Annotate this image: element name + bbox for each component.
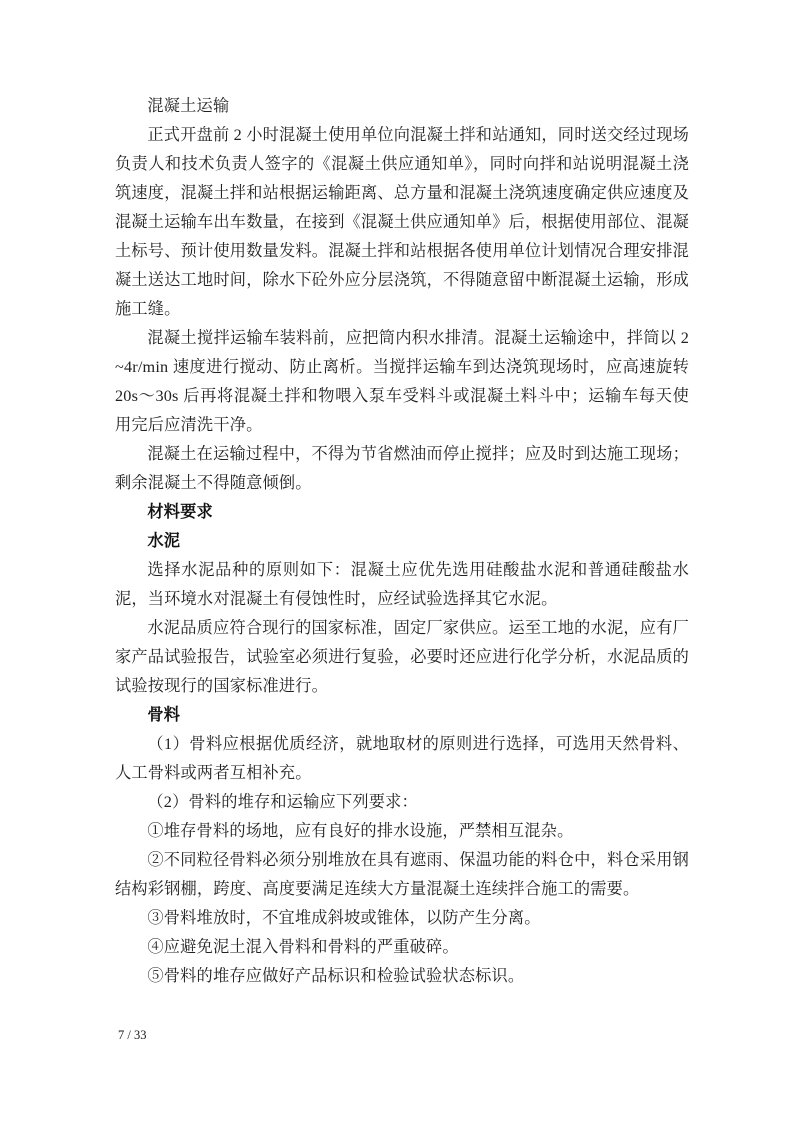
section-heading-materials: 材料要求 (147, 503, 213, 521)
paragraph-aggregate-2: （2）骨料的堆存和运输应下列要求： (147, 793, 418, 811)
paragraph-aggregate-1: （1）骨料应根据优质经济，就地取材的原则进行选择，可选用天然骨料、人工骨料或两者互相补充。 (115, 735, 689, 782)
paragraph-cement-quality: 水泥品质应符合现行的国家标准，固定厂家供应。运至工地的水泥，应有厂家产品试验报告，试验室必须进行复验，必要时还应进行化学分析，水泥品质的试验按现行的国家标准进行。 (115, 619, 689, 695)
doc-title: 混凝土运输 (147, 97, 230, 115)
paragraph-transport-rules: 混凝土在运输过程中，不得为节省燃油而停止搅拌；应及时到达施工现场；剩余混凝土不得随意倾倒。 (115, 445, 689, 492)
section-heading-aggregate: 骨料 (147, 706, 181, 724)
section-heading-cement: 水泥 (147, 532, 181, 550)
paragraph-supply-notice: 正式开盘前 2 小时混凝土使用单位向混凝土拌和站通知，同时送交经过现场负责人和技术负责人签字的《混凝土供应通知单》，同时向拌和站说明混凝土浇筑速度，混凝土拌和站根据运输距离、总方量和混凝土浇筑速度确定供应速度及混凝土运输车出车数量，在接到《混凝土供应通知单》后，根据使用部位、混凝土标号、预计使用数量发料。混凝土拌和站根据各使用单位计划情况合理安排混凝土送达工地时间，除水下砼外应分层浇筑，不得随意留中断混凝土运输，形成施工缝。 (115, 126, 689, 318)
list-item-circled-1: ①堆存骨料的场地，应有良好的排水设施，严禁相互混杂。 (147, 822, 574, 840)
list-item-circled-3: ③骨料堆放时，不宜堆成斜坡或锥体，以防产生分离。 (147, 909, 541, 927)
list-item-circled-2: ②不同粒径骨料必须分别堆放在具有遮雨、保温功能的料仓中，料仓采用钢结构彩钢棚，跨度、高度要满足连续大方量混凝土连续拌合施工的需要。 (115, 851, 689, 898)
list-item-circled-4: ④应避免泥土混入骨料和骨料的严重破碎。 (147, 938, 459, 956)
page-number: 7 / 33 (118, 1028, 147, 1042)
paragraph-cement-selection: 选择水泥品种的原则如下：混凝土应优先选用硅酸盐水泥和普通硅酸盐水泥，当环境水对混凝土有侵蚀性时，应经试验选择其它水泥。 (115, 561, 689, 608)
paragraph-mixer-truck: 混凝土搅拌运输车装料前，应把筒内积水排清。混凝土运输途中，拌筒以 2~4r/min 速度进行搅动、防止离析。当搅拌运输车到达浇筑现场时，应高速旋转 20s～30s 后再将混凝土拌和物喂入泵车受料斗或混凝土料斗中；运输车每天使用完后应清洗干净。 (115, 329, 689, 434)
document-body (115, 92, 689, 991)
list-item-circled-5: ⑤骨料的堆存应做好产品标识和检验试验状态标识。 (147, 967, 525, 985)
